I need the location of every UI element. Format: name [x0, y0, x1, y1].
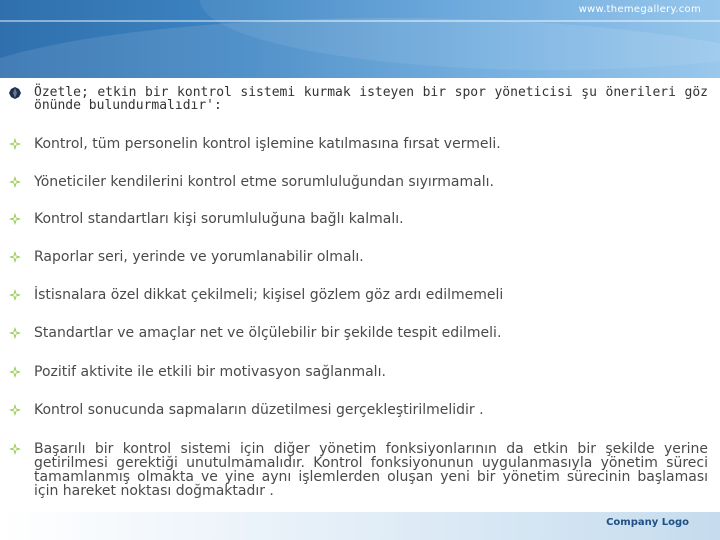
bullet-text: Başarılı bir kontrol sistemi için diğer yönetim fonksiyonlarının da etkin bir şekilde yerine getirilmesi gerektiği unutulmamalıdır. Kontrol fonksiyonunun uygulanmasıyla yönetim süreci tamamlanmış olmakta ve yine aynı işlemlerden oluşan yeni bir yönetim sürecinin başlaması için hareket noktası doğmaktadır .: [34, 441, 708, 499]
header-line-decoration: [0, 20, 720, 22]
bullet-text: Yöneticiler kendilerini kontrol etme sorumluluğundan sıyırmamalı.: [34, 174, 494, 190]
star-bullet-icon: [8, 175, 22, 189]
site-url-text: www.themegallery.com: [578, 4, 701, 15]
bullet-text: İstisnalara özel dikkat çekilmeli; kişisel gözlem göz ardı edilmemeli: [34, 287, 504, 303]
star-bullet-icon: [8, 442, 22, 456]
star-bullet-icon: [8, 137, 22, 151]
star-bullet-icon: [8, 326, 22, 340]
star-bullet-icon: [8, 250, 22, 264]
slide-footer-bar: [0, 512, 720, 540]
bullet-text: Pozitif aktivite ile etkili bir motivasyon sağlanmalı.: [34, 364, 386, 380]
bullet-text: Özetle; etkin bir kontrol sistemi kurmak isteyen bir spor yöneticisi şu önerileri göz önünde bulundurmalıdır':: [34, 85, 708, 113]
bullet-text: Standartlar ve amaçlar net ve ölçülebilir bir şekilde tespit edilmeli.: [34, 325, 502, 341]
bullet-text: Kontrol, tüm personelin kontrol işlemine katılmasına fırsat vermeli.: [34, 136, 501, 152]
company-logo: Company Logo: [606, 517, 689, 528]
diamond-bullet-icon: [8, 86, 22, 100]
slide-header-banner: [0, 0, 720, 78]
bullet-text: Kontrol sonucunda sapmaların düzetilmesi gerçekleştirilmelidir .: [34, 402, 484, 418]
bullet-text: Raporlar seri, yerinde ve yorumlanabilir olmalı.: [34, 249, 364, 265]
star-bullet-icon: [8, 403, 22, 417]
star-bullet-icon: [8, 288, 22, 302]
bullet-text: Kontrol standartları kişi sorumluluğuna bağlı kalmalı.: [34, 211, 404, 227]
star-bullet-icon: [8, 365, 22, 379]
star-bullet-icon: [8, 212, 22, 226]
